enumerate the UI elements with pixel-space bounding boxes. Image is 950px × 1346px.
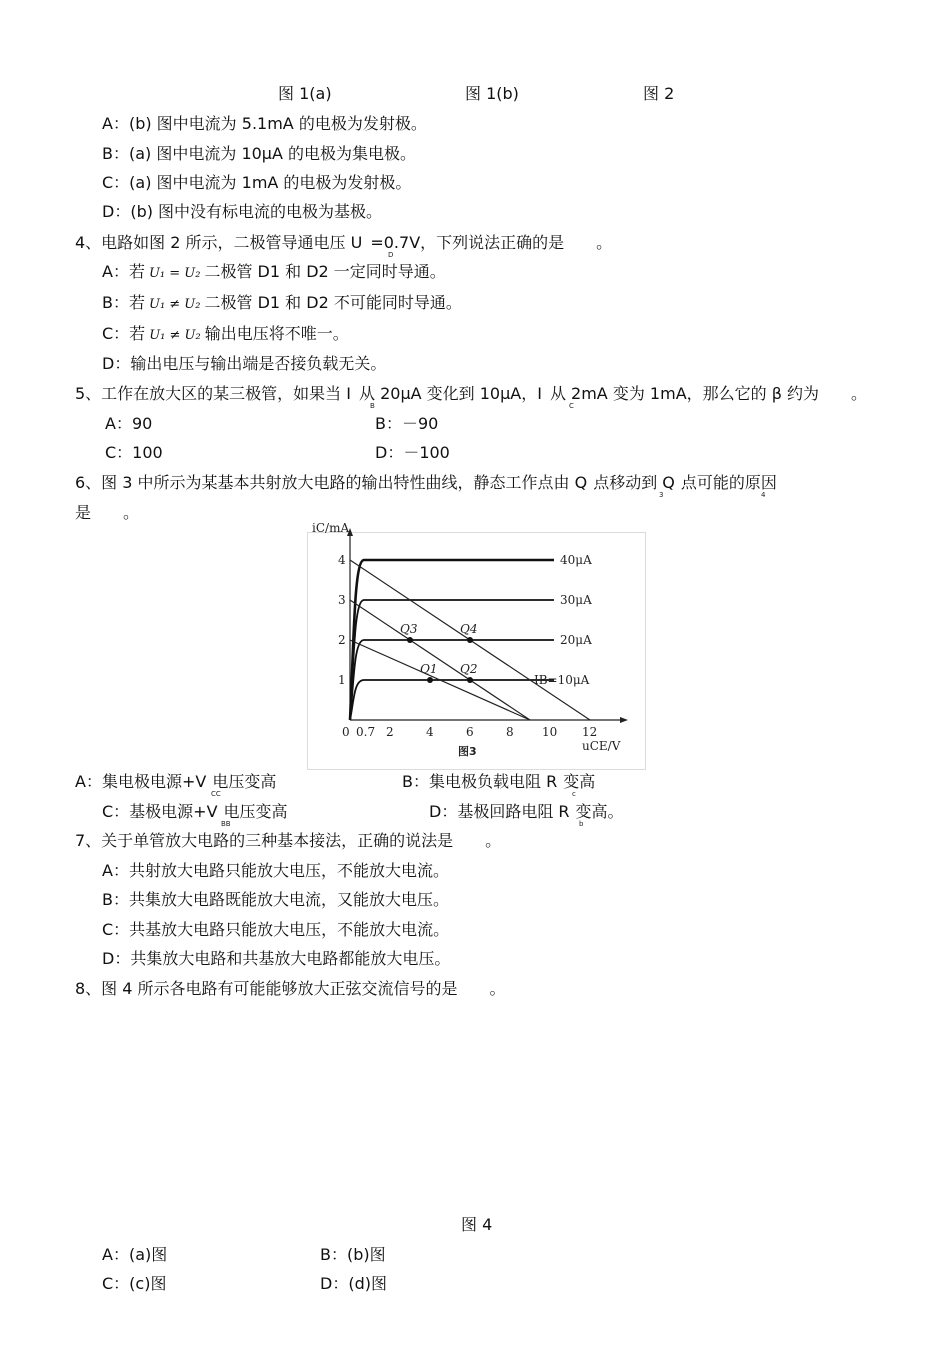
- x-tick-label: 12: [582, 725, 598, 739]
- q6-q4-subscript: 4: [761, 491, 766, 499]
- q4-stem: [75, 233, 612, 253]
- q4-option-a: [102, 262, 446, 284]
- q6-stem-line2: 是 。: [75, 503, 140, 522]
- q6-option-a: [75, 772, 276, 792]
- figure-3-chart: [307, 521, 646, 770]
- figure-3-caption: 图3: [458, 745, 477, 758]
- q-point: [467, 677, 473, 683]
- q4-option-c-label: C：若: [102, 324, 146, 343]
- q6-stem: [75, 473, 777, 493]
- x-tick-label: 4: [426, 725, 434, 739]
- q4-option-a-rest: 二极管 D1 和 D2 一定同时导通。: [204, 262, 446, 281]
- x-axis-label: uCE/V: [582, 739, 621, 753]
- q4-option-c-rest: 输出电压将不唯一。: [204, 324, 349, 343]
- q6-vbb-subscript: BB: [221, 820, 231, 828]
- x-tick-label: 6: [466, 725, 474, 739]
- q5-stem: [75, 384, 867, 404]
- ib-curve-label: 40μA: [560, 553, 592, 567]
- q6-q3-subscript: 3: [659, 491, 664, 499]
- x-tick-label: 0.7: [356, 725, 376, 739]
- q5-option-a: A：90: [105, 414, 153, 433]
- q5-ic-subscript: C: [569, 402, 574, 410]
- q3-option-b: B：(a) 图中电流为 10μA 的电极为集电极。: [102, 144, 417, 163]
- x-tick-label: 8: [506, 725, 514, 739]
- q3-option-a: A：(b) 图中电流为 5.1mA 的电极为发射极。: [102, 114, 427, 133]
- q6-stem-part-b: 点移动到 Q: [593, 473, 675, 492]
- q4-option-a-label: A：若: [102, 262, 145, 281]
- q7-option-a: A：共射放大电路只能放大电压，不能放大电流。: [102, 861, 449, 880]
- q3-option-c: C：(a) 图中电流为 1mA 的电极为发射极。: [102, 173, 412, 192]
- q-point: [427, 677, 433, 683]
- q6-option-a-text: A：集电极电源+V: [75, 772, 207, 791]
- q6-option-a-rest: 电压变高: [212, 772, 277, 791]
- q8-option-a: A：(a)图: [102, 1245, 168, 1264]
- q6-option-b-text: B：集电极负载电阻 R: [402, 772, 558, 791]
- figure-caption-2: 图 2: [643, 84, 675, 103]
- y-tick-label: 2: [338, 633, 346, 647]
- q6-option-c: [102, 802, 288, 822]
- q5-option-c: C：100: [105, 443, 163, 462]
- figure-caption-1a: 图 1(a): [278, 84, 332, 103]
- q6-option-b: [402, 772, 595, 792]
- q4-option-c: [102, 324, 349, 346]
- q4-option-b-label: B：若: [102, 293, 145, 312]
- q6-rb-subscript: b: [579, 820, 584, 828]
- q6-stem-part-a: 6、图 3 中所示为某基本共射放大电路的输出特性曲线，静态工作点由 Q: [75, 473, 588, 492]
- q7-option-c: C：共基放大电路只能放大电压，不能放大电流。: [102, 920, 450, 939]
- q8-option-d: D：(d)图: [320, 1274, 387, 1293]
- q-point-label: Q2: [460, 662, 478, 676]
- q8-option-c: C：(c)图: [102, 1274, 167, 1293]
- q8-stem: 8、图 4 所示各电路有可能能够放大正弦交流信号的是 。: [75, 979, 506, 998]
- q5-option-b: B：－90: [375, 414, 439, 433]
- q8-option-b: B：(b)图: [320, 1245, 386, 1264]
- ib-curve: [350, 680, 554, 720]
- q-point-label: Q1: [420, 662, 438, 676]
- q6-option-d: [429, 802, 624, 822]
- q4-option-c-math: U₁ ≠ U₂: [149, 328, 201, 343]
- q-point-label: Q4: [460, 622, 478, 636]
- q4-stem-part-b: =0.7V，下列说法正确的是 。: [370, 233, 613, 252]
- x-tick-label: 10: [542, 725, 558, 739]
- q4-option-b-rest: 二极管 D1 和 D2 不可能同时导通。: [204, 293, 462, 312]
- y-tick-label: 1: [338, 673, 346, 687]
- q4-option-b: [102, 293, 462, 315]
- q4-option-b-math: U₁ ≠ U₂: [148, 297, 201, 312]
- q-point-label: Q3: [400, 622, 418, 636]
- output-characteristics-svg: [308, 521, 645, 769]
- x-tick-label: 2: [386, 725, 394, 739]
- q6-vcc-subscript: CC: [211, 790, 221, 798]
- ib-curve: [350, 600, 554, 720]
- q6-option-c-text: C：基极电源+V: [102, 802, 218, 821]
- q7-option-b: B：共集放大电路既能放大电流，又能放大电压。: [102, 890, 449, 909]
- q5-option-d: D：－100: [375, 443, 450, 462]
- q3-option-d: D：(b) 图中没有标电流的电极为基极。: [102, 202, 383, 221]
- ib-curve-label: 30μA: [560, 593, 592, 607]
- q6-option-c-rest: 电压变高: [223, 802, 288, 821]
- q-point: [467, 637, 473, 643]
- figure-caption-1b: 图 1(b): [465, 84, 519, 103]
- load-line: [350, 600, 530, 720]
- ib-curve-label: IB=10μA: [534, 673, 590, 687]
- q5-stem-part-b: 从 20μA 变化到 10μA，I: [359, 384, 542, 403]
- q4-option-d: D：输出电压与输出端是否接负载无关。: [102, 354, 387, 373]
- figure-caption-4: 图 4: [461, 1215, 493, 1234]
- y-tick-label: 4: [338, 553, 346, 567]
- q6-rc-subscript: c: [572, 790, 576, 798]
- q6-stem-part-c: 点可能的原因: [680, 473, 777, 492]
- q-point: [407, 637, 413, 643]
- y-axis-label: iC/mA: [312, 521, 350, 535]
- q6-option-d-text: D：基极回路电阻 R: [429, 802, 570, 821]
- q5-stem-part-c: 从 2mA 变为 1mA，那么它的 β 约为 。: [549, 384, 868, 403]
- q4-ud-subscript: D: [388, 251, 394, 259]
- y-tick-label: 3: [338, 593, 346, 607]
- q4-option-a-math: U₁ = U₂: [148, 266, 201, 281]
- q6-option-d-rest: 变高。: [575, 802, 624, 821]
- q4-stem-part-a: 4、电路如图 2 所示，二极管导通电压 U: [75, 233, 363, 252]
- q5-stem-part-a: 5、工作在放大区的某三极管，如果当 I: [75, 384, 351, 403]
- x-axis-arrow: [620, 717, 628, 723]
- q7-stem: 7、关于单管放大电路的三种基本接法，正确的说法是 。: [75, 831, 502, 850]
- q7-option-d: D：共集放大电路和共基放大电路都能放大电压。: [102, 949, 451, 968]
- x-tick-label: 0: [342, 725, 350, 739]
- q5-ib-subscript: B: [370, 402, 375, 410]
- q6-option-b-rest: 变高: [563, 772, 596, 791]
- ib-curve-label: 20μA: [560, 633, 592, 647]
